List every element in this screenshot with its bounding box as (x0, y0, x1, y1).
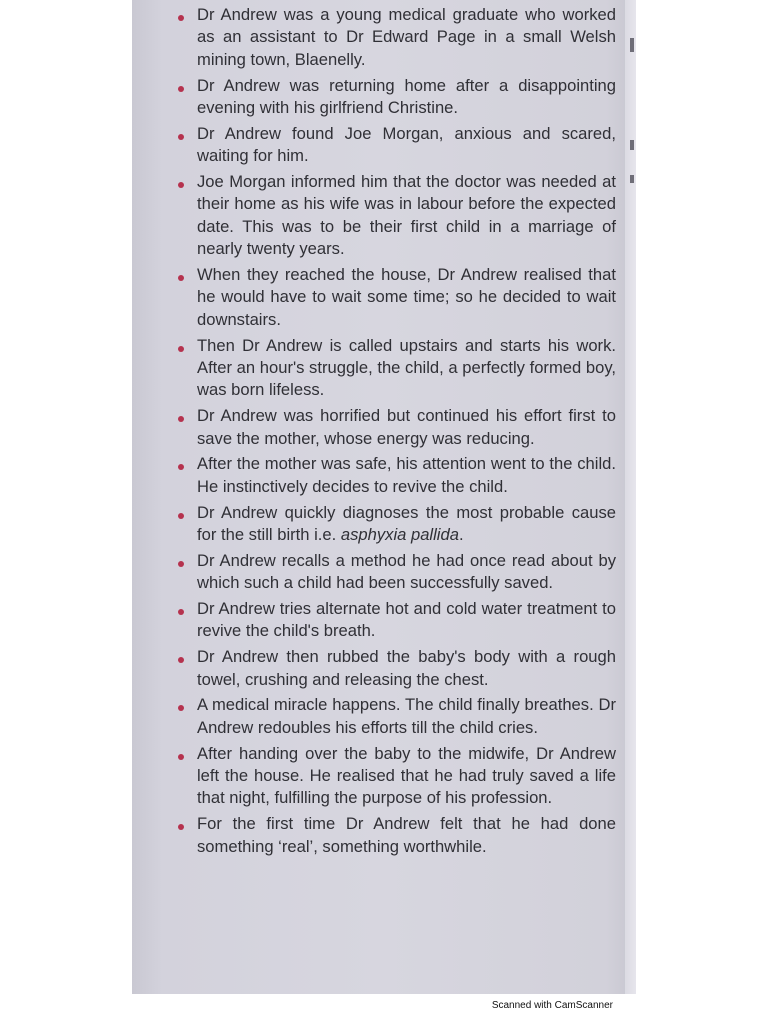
bullet-icon (178, 609, 184, 615)
list-item-text-part: . (458, 525, 464, 545)
list-item (176, 75, 616, 120)
list-item-text: When they reached the house, Dr Andrew realised that he would have to wait some time; so he decided to wait downstairs. (197, 265, 616, 329)
list-item (176, 264, 616, 331)
list-item-text: Then Dr Andrew is called upstairs and starts his work. After an hour's struggle, the child, a perfectly formed boy, was born lifeless. (197, 335, 616, 400)
bullet-icon (178, 561, 184, 567)
bullet-icon (178, 513, 184, 519)
bullet-icon (178, 275, 184, 281)
list-item (176, 550, 616, 595)
edge-mark (630, 38, 634, 52)
list-item (176, 335, 616, 402)
bullet-icon (178, 86, 184, 92)
bullet-icon (178, 464, 184, 470)
bullet-icon (178, 824, 184, 830)
list-item-text: For the first time Dr Andrew felt that he had done something ‘real’, something worthwhile. (197, 814, 616, 856)
bullet-icon (178, 657, 184, 663)
camscanner-watermark: Scanned with CamScanner (491, 1000, 613, 1011)
list-item-text: Joe Morgan informed him that the doctor was needed at their home as his wife was in labour before the expected date. This was to be their first child in a marriage of nearly twenty years. (197, 172, 616, 259)
edge-mark (630, 140, 634, 150)
list-item (176, 453, 616, 498)
list-item (176, 502, 616, 547)
bullet-icon (178, 182, 184, 188)
list-item (176, 405, 616, 450)
list-item-text-part: Dr Andrew quickly diagnoses the most probable cause for the still birth i.e. (197, 502, 616, 545)
list-item (176, 694, 616, 739)
bullet-icon (178, 705, 184, 711)
edge-mark (630, 175, 634, 183)
list-item-text: Dr Andrew then rubbed the baby's body with a rough towel, crushing and releasing the chest. (197, 647, 616, 689)
list-item (176, 123, 616, 168)
bullet-icon (178, 15, 184, 21)
list-item-text: After handing over the baby to the midwife, Dr Andrew left the house. He realised that he had truly saved a life that night, fulfilling the purpose of his profession. (197, 743, 616, 808)
list-item (176, 598, 616, 643)
bullet-icon (178, 416, 184, 422)
list-item (176, 4, 616, 71)
italic-term: asphyxia pallida (340, 525, 459, 545)
summary-bullet-list (176, 4, 616, 861)
list-item-text: Dr Andrew recalls a method he had once read about by which such a child had been successfully saved. (197, 550, 616, 593)
list-item-text: Dr Andrew was returning home after a disappointing evening with his girlfriend Christine. (197, 75, 616, 118)
list-item (176, 171, 616, 261)
list-item (176, 743, 616, 810)
list-item-text: Dr Andrew tries alternate hot and cold water treatment to revive the child's breath. (197, 599, 616, 641)
list-item-text: A medical miracle happens. The child finally breathes. Dr Andrew redoubles his efforts till the child cries. (197, 695, 616, 737)
bullet-icon (178, 754, 184, 760)
bullet-icon (178, 134, 184, 140)
list-item-text: Dr Andrew found Joe Morgan, anxious and scared, waiting for him. (197, 123, 616, 166)
list-item-text: After the mother was safe, his attention went to the child. He instinctively decides to revive the child. (197, 454, 616, 496)
bullet-icon (178, 346, 184, 352)
list-item-text: Dr Andrew was horrified but continued his effort first to save the mother, whose energy was reducing. (197, 406, 616, 448)
list-item (176, 646, 616, 691)
list-item (176, 813, 616, 858)
list-item-text (197, 502, 616, 547)
list-item-text: Dr Andrew was a young medical graduate who worked as an assistant to Dr Edward Page in a small Welsh mining town, Blaenelly. (197, 5, 616, 69)
